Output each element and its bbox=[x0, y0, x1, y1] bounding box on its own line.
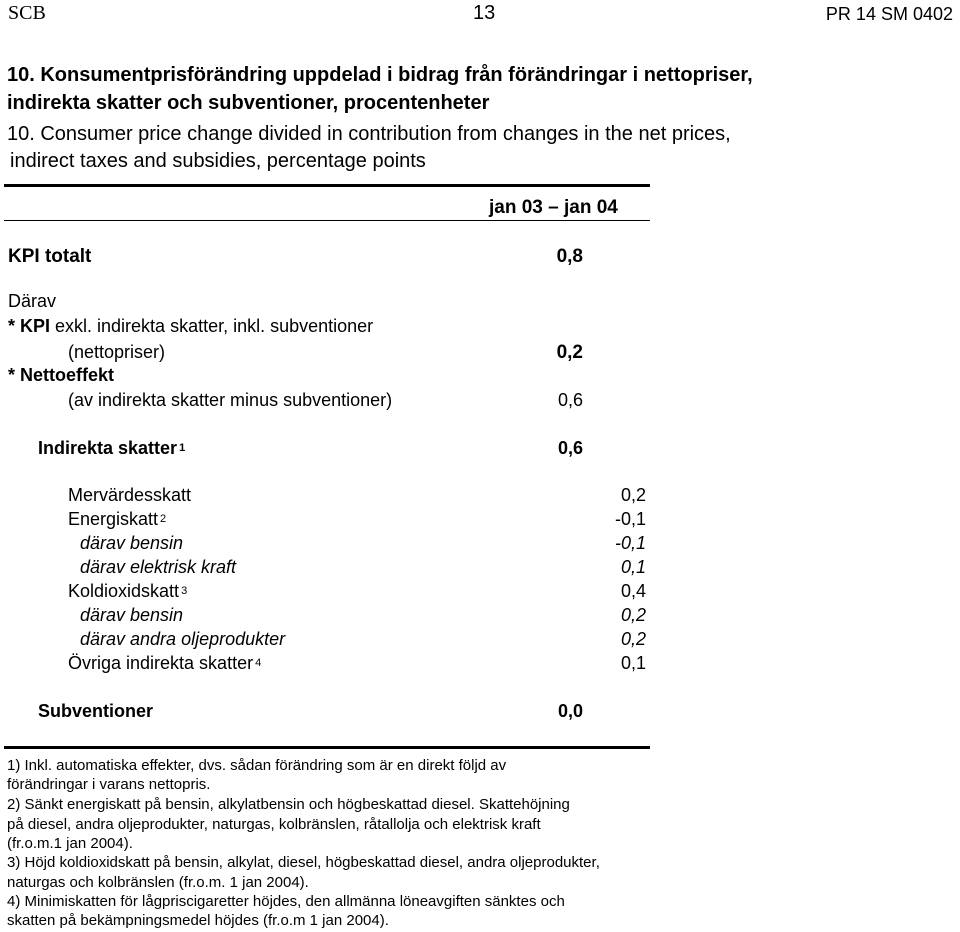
header-rule bbox=[4, 220, 650, 221]
footnote-line: naturgas och kolbränslen (fr.o.m. 1 jan 2004). bbox=[7, 874, 309, 891]
kpi-exkl-value: 0,2 bbox=[556, 342, 583, 363]
footnote-line: på diesel, andra oljeprodukter, naturgas, kolbränslen, råtallolja och elektrisk kraft bbox=[7, 816, 541, 833]
kpi-exkl-prefix: * KPI bbox=[8, 316, 51, 336]
kpi-total-label: KPI totalt bbox=[8, 246, 92, 267]
footnote-line: 4) Minimiskatten för lågpriscigaretter höjdes, den allmänna löneavgiften sänktes och bbox=[7, 893, 565, 910]
energi-bensin-label: därav bensin bbox=[80, 533, 184, 553]
indirekta-label bbox=[38, 437, 185, 459]
footnote-line: 3) Höjd koldioxidskatt på bensin, alkylat, diesel, högbeskattad diesel, andra oljeprodukter, bbox=[7, 854, 600, 871]
footnote-line: 1) Inkl. automatiska effekter, dvs. sådan förändring som är en direkt följd av bbox=[7, 757, 507, 774]
title-en-line1: 10. Consumer price change divided in contribution from changes in the net prices, bbox=[7, 123, 731, 145]
indirekta-sup: 1 bbox=[179, 442, 186, 454]
koldioxid-sup: 3 bbox=[181, 585, 188, 597]
header-left: SCB bbox=[8, 2, 46, 24]
moms-label: Mervärdesskatt bbox=[68, 485, 192, 505]
ovriga-sup: 4 bbox=[255, 657, 262, 669]
netto-label: * Nettoeffekt bbox=[8, 365, 115, 385]
energi-bensin-value: -0,1 bbox=[614, 533, 646, 553]
koldioxid-value: 0,4 bbox=[620, 581, 646, 601]
table-bottom-rule bbox=[4, 746, 650, 749]
energi-label bbox=[68, 508, 166, 530]
koldioxid-text: Koldioxidskatt bbox=[68, 581, 180, 601]
footnote-line: (fr.o.m.1 jan 2004). bbox=[7, 835, 133, 852]
kol-bensin-value: 0,2 bbox=[620, 605, 646, 625]
netto-value: 0,6 bbox=[557, 390, 583, 410]
kpi-total-value: 0,8 bbox=[556, 246, 583, 267]
title-sv-line2: indirekta skatter och subventioner, procentenheter bbox=[7, 92, 490, 114]
subv-value: 0,0 bbox=[557, 701, 583, 721]
kol-bensin-label: därav bensin bbox=[80, 605, 184, 625]
footnote-line: förändringar i varans nettopris. bbox=[7, 776, 211, 793]
indirekta-value: 0,6 bbox=[557, 438, 583, 458]
ovriga-value: 0,1 bbox=[620, 653, 646, 673]
ovriga-label bbox=[68, 652, 261, 674]
subv-label: Subventioner bbox=[38, 701, 154, 721]
header-right: PR 14 SM 0402 bbox=[825, 4, 953, 24]
kpi-exkl-sub: (nettopriser) bbox=[68, 342, 166, 362]
moms-value: 0,2 bbox=[620, 485, 646, 505]
energi-el-label: därav elektrisk kraft bbox=[80, 557, 237, 577]
table-top-rule bbox=[4, 184, 650, 187]
kol-olje-label: därav andra oljeprodukter bbox=[80, 629, 286, 649]
koldioxid-label bbox=[68, 580, 187, 602]
page-number: 13 bbox=[473, 2, 496, 24]
footnote-line: 2) Sänkt energiskatt på bensin, alkylatbensin och högbeskattad diesel. Skattehöjning bbox=[7, 796, 570, 813]
netto-sub: (av indirekta skatter minus subventioner) bbox=[68, 390, 393, 410]
energi-sup: 2 bbox=[160, 513, 167, 525]
column-header: jan 03 – jan 04 bbox=[489, 197, 618, 218]
kol-olje-value: 0,2 bbox=[620, 629, 646, 649]
ovriga-text: Övriga indirekta skatter bbox=[68, 653, 254, 673]
indirekta-text: Indirekta skatter bbox=[38, 438, 178, 458]
title-sv-line1: 10. Konsumentprisförändring uppdelad i bidrag från förändringar i nettopriser, bbox=[7, 64, 753, 86]
title-en-line2: indirect taxes and subsidies, percentage points bbox=[10, 150, 426, 172]
footnote-line: skatten på bekämpningsmedel höjdes (fr.o.m 1 jan 2004). bbox=[7, 912, 389, 929]
kpi-exkl-label bbox=[8, 315, 373, 337]
energi-text: Energiskatt bbox=[68, 509, 159, 529]
kpi-exkl-rest: exkl. indirekta skatter, inkl. subventioner bbox=[50, 316, 374, 336]
energi-el-value: 0,1 bbox=[620, 557, 646, 577]
energi-value: -0,1 bbox=[614, 509, 646, 529]
darav-label: Därav bbox=[8, 291, 57, 311]
